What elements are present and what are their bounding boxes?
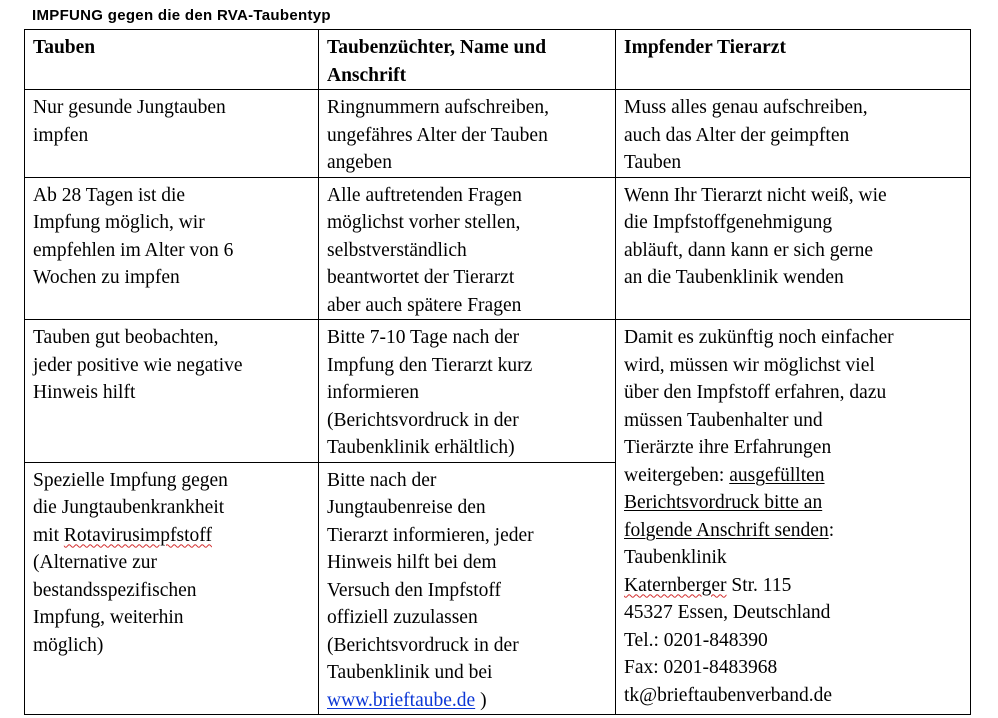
cell-line (327, 687, 610, 715)
instruction-underlined: folgende Anschrift senden (624, 519, 829, 541)
cell-line: beantwortet der Tierarzt (327, 267, 515, 288)
cell-line: möglich) (33, 634, 104, 656)
cell-line (624, 517, 965, 545)
cell-line (624, 489, 965, 517)
cell-line: die Impfstoffgenehmigung (624, 212, 833, 233)
cell-line: Nur gesunde Jungtauben (33, 97, 226, 118)
address-fax: Fax: 0201-8483968 (624, 657, 778, 678)
cell-line: Alle auftretenden Fragen (327, 184, 522, 206)
cell-tauben (25, 177, 319, 320)
cell-line: bestandsspezifischen (33, 579, 197, 601)
cell-line: wird, müssen wir möglichst viel (624, 354, 875, 376)
table-row (25, 177, 971, 320)
cell-line: Versuch den Impfstoff (327, 579, 502, 601)
street-number: Str. 115 (726, 574, 792, 596)
address-street (624, 572, 965, 600)
cell-line: Tierarzt informieren, jeder (327, 524, 534, 546)
cell-line: (Alternative zur (33, 552, 157, 573)
cell-line: empfehlen im Alter von 6 (33, 239, 234, 261)
cell-line (33, 522, 313, 550)
table-header-row (25, 30, 971, 90)
address-phone: Tel.: 0201-848390 (624, 629, 768, 651)
cell-line: Tauben gut beobachten, (33, 327, 219, 348)
cell-line: Muss alles genau aufschreiben, (624, 97, 868, 118)
cell-line: selbstverständlich (327, 239, 467, 261)
instruction-plain: weitergeben: (624, 464, 730, 486)
cell-line: offiziell zuzulassen (327, 607, 478, 628)
table-row (25, 320, 971, 463)
cell-line: Impfung den Tierarzt kurz (327, 354, 533, 376)
document-heading: IMPFUNG gegen die den RVA-Taubentyp (32, 7, 331, 24)
cell-line: Bitte 7-10 Tage nach der (327, 327, 520, 348)
cell-text: mit (33, 524, 64, 546)
cell-line: Bitte nach der (327, 469, 437, 491)
cell-line: Wochen zu impfen (33, 267, 180, 288)
cell-line: Impfung, weiterhin (33, 607, 184, 628)
cell-line: auch das Alter der geimpften (624, 124, 850, 146)
header-tierarzt (616, 30, 971, 90)
instruction-underlined: Berichtsvordruck bitte an (624, 492, 823, 513)
header-tierarzt-text: Impfender Tierarzt (624, 37, 786, 58)
cell-line: jeder positive wie negative (33, 354, 243, 376)
cell-taubenzuechter (319, 90, 616, 178)
header-taubenzuechter-line-1: Taubenzüchter, Name und (327, 37, 547, 58)
spellcheck-word: Rotavirusimpfstoff (63, 524, 212, 546)
cell-line: Damit es zukünftig noch einfacher (624, 327, 894, 348)
header-taubenzuechter (319, 30, 616, 90)
cell-line: Spezielle Impfung gegen (33, 469, 228, 491)
cell-tauben (25, 462, 319, 715)
cell-tauben (25, 320, 319, 463)
cell-line: (Berichtsvordruck in der (327, 634, 519, 656)
address-city: 45327 Essen, Deutschland (624, 602, 831, 623)
cell-line: Jungtaubenreise den (327, 497, 486, 518)
vaccination-table (24, 29, 971, 715)
cell-taubenzuechter (319, 462, 616, 715)
spellcheck-word: Katernberger (624, 574, 727, 596)
cell-line: Wenn Ihr Tierarzt nicht weiß, wie (624, 184, 887, 206)
cell-line: möglichst vorher stellen, (327, 212, 521, 233)
cell-line: die Jungtaubenkrankheit (33, 497, 225, 518)
header-tauben-text: Tauben (33, 37, 96, 58)
cell-line: (Berichtsvordruck in der (327, 409, 519, 431)
instruction-underlined: ausgefüllten (729, 464, 825, 486)
address-clinic: Taubenklinik (624, 547, 727, 568)
cell-line: Ab 28 Tagen ist die (33, 184, 186, 206)
cell-line: angeben (327, 152, 392, 173)
address-email: tk@brieftaubenverband.de (624, 684, 832, 706)
cell-line: über den Impfstoff erfahren, dazu (624, 382, 887, 403)
instruction-colon: : (828, 519, 835, 541)
cell-line: Hinweis hilft bei dem (327, 552, 497, 573)
table-row (25, 90, 971, 178)
cell-line: Taubenklinik und bei (327, 662, 493, 683)
cell-line: abläuft, dann kann er sich gerne (624, 239, 874, 261)
cell-taubenzuechter (319, 177, 616, 320)
cell-line: Tierärzte ihre Erfahrungen (624, 437, 832, 458)
cell-tauben (25, 90, 319, 178)
cell-line: Impfung möglich, wir (33, 212, 205, 233)
cell-line: informieren (327, 382, 420, 403)
cell-line: aber auch spätere Fragen (327, 294, 522, 316)
cell-line: Tauben (624, 152, 682, 173)
cell-line: impfen (33, 124, 89, 146)
brieftaube-link[interactable]: www.brieftaube.de (327, 689, 476, 711)
cell-tierarzt-contact (616, 320, 971, 715)
cell-line: Hinweis hilft (33, 382, 136, 403)
header-taubenzuechter-line-2: Anschrift (327, 64, 407, 86)
cell-tierarzt (616, 90, 971, 178)
cell-line: Taubenklinik erhältlich) (327, 437, 515, 458)
link-closing-paren: ) (475, 689, 487, 711)
cell-line: an die Taubenklinik wenden (624, 267, 844, 288)
cell-line (624, 462, 965, 490)
cell-line: müssen Taubenhalter und (624, 409, 823, 431)
cell-tierarzt (616, 177, 971, 320)
cell-line: ungefähres Alter der Tauben (327, 124, 548, 146)
cell-taubenzuechter (319, 320, 616, 463)
cell-line: Ringnummern aufschreiben, (327, 97, 550, 118)
header-tauben (25, 30, 319, 90)
